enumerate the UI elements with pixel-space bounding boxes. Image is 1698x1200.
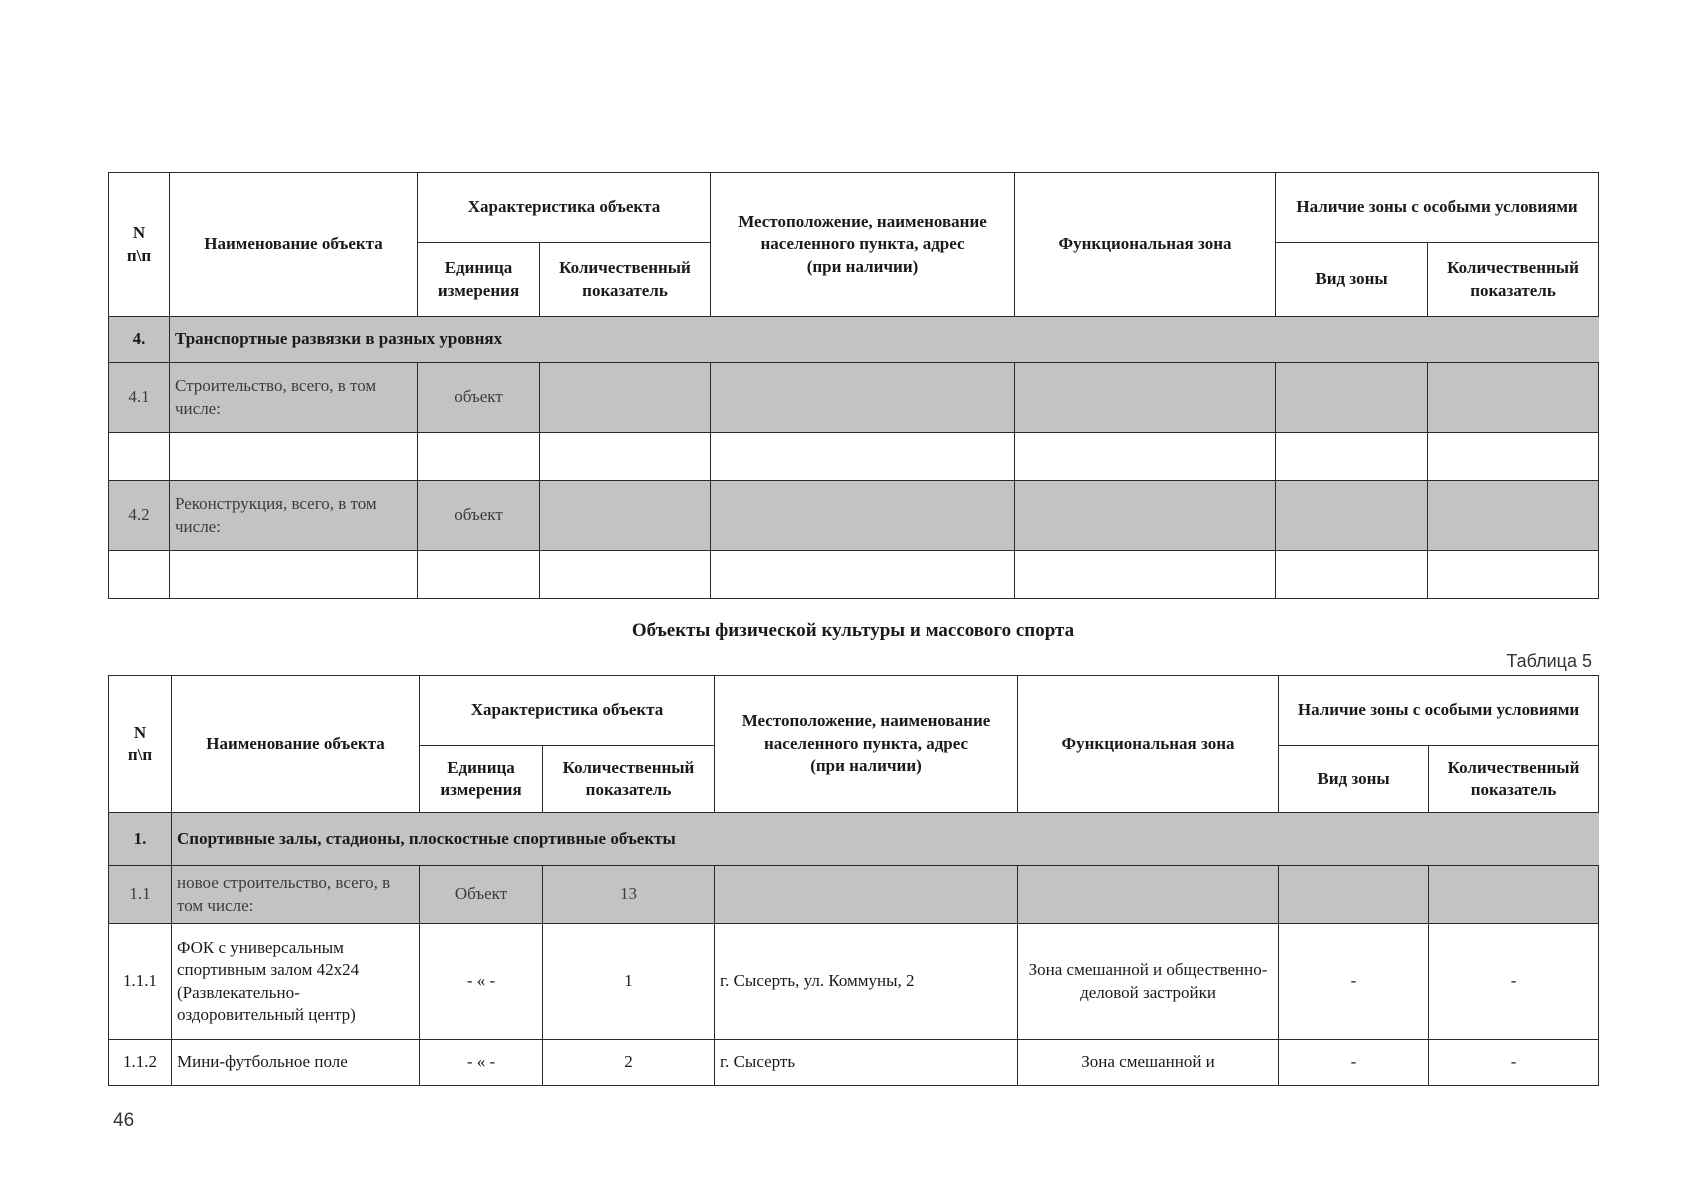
header-special-zone-label: Наличие зоны с особыми условиями [1297,700,1580,720]
header-num-label: N п\п [127,722,153,764]
cell-quantity [540,433,711,481]
cell-name: новое строительство, всего, в том числе: [172,866,420,924]
table-row [109,1040,1599,1086]
header-name-label: Наименование объекта [204,234,383,254]
cell-zone-type: - [1279,924,1429,1040]
cell-zone-quantity: - [1429,924,1599,1040]
header-unit [420,746,543,813]
cell-functional-zone [1015,433,1276,481]
cell-unit: объект [418,481,540,551]
header-zone-quantity-label: Количественный показатель [1447,258,1579,300]
cell-num: 4.1 [109,363,170,433]
cell-unit: Объект [420,866,543,924]
sport-section-title: Объекты физической культуры и массового спорта [631,620,1075,641]
cell-quantity: 1 [543,924,715,1040]
cell-num: 4.2 [109,481,170,551]
table-number: Таблица 5 [1506,651,1592,671]
page-number: 46 [113,1110,135,1131]
cell-zone-quantity [1428,551,1599,599]
cell-name: ФОК с универсальным спортивным залом 42х24 (Развлекательно-оздоровительный центр) [172,924,420,1040]
header-quantity-label: Количественный показатель [562,757,695,799]
header-unit [418,243,540,317]
table-row [109,481,1599,551]
header-zone-quantity [1429,746,1599,813]
header-zone-type-label: Вид зоны [1315,269,1388,289]
cell-zone-type [1276,363,1428,433]
cell-quantity: 2 [543,1040,715,1086]
cell-functional-zone [1015,481,1276,551]
header-characteristics-label: Характеристика объекта [470,700,664,720]
table-row [109,866,1599,924]
header-name-label: Наименование объекта [206,733,385,753]
header-special-zone [1279,676,1599,746]
cell-unit: - « - [420,924,543,1040]
header-special-zone [1276,173,1599,243]
header-functional-zone-label: Функциональная зона [1058,234,1232,254]
table-row [109,363,1599,433]
cell-location [711,551,1015,599]
cell-num: 1.1.2 [109,1040,172,1086]
cell-location: г. Сысерть [715,1040,1018,1086]
cell-zone-quantity [1428,433,1599,481]
cell-unit [418,551,540,599]
sport-facilities-table [108,675,1599,1086]
header-num-label: N п\п [126,223,152,265]
header-quantity [540,243,711,317]
cell-zone-quantity [1428,481,1599,551]
header-zone-quantity [1428,243,1599,317]
header-location-label: Местоположение, наименование населенного пункта, адрес (при наличии) [741,711,991,776]
cell-functional-zone: Зона смешанной и общественно-деловой застройки [1018,924,1279,1040]
cell-location [715,866,1018,924]
header-zone-type [1276,243,1428,317]
cell-location [711,433,1015,481]
section-name: Спортивные залы, стадионы, плоскостные спортивные объекты [172,813,1599,866]
cell-unit: объект [418,363,540,433]
cell-quantity [540,551,711,599]
header-num [109,676,172,813]
header-zone-type-label: Вид зоны [1317,768,1390,788]
header-name [172,676,420,813]
header-location [715,676,1018,813]
header-unit-label: Единица измерения [437,258,520,300]
cell-zone-type [1276,433,1428,481]
cell-name [170,433,418,481]
header-characteristics [420,676,715,746]
header-location-label: Местоположение, наименование населенного пункта, адрес (при наличии) [738,211,987,276]
section-row [109,317,1599,363]
cell-num [109,433,170,481]
cell-zone-type [1276,481,1428,551]
cell-quantity [540,481,711,551]
cell-unit [418,433,540,481]
cell-name: Мини-футбольное поле [172,1040,420,1086]
transport-interchanges-table [108,172,1599,599]
table-row [109,433,1599,481]
header-functional-zone [1018,676,1279,813]
section-num: 4. [109,317,170,363]
header-location [711,173,1015,317]
cell-name: Реконструкция, всего, в том числе: [170,481,418,551]
cell-zone-type [1279,866,1429,924]
header-characteristics-label: Характеристика объекта [467,197,661,217]
header-num [109,173,170,317]
header-quantity [543,746,715,813]
header-quantity-label: Количественный показатель [559,258,691,300]
section-name: Транспортные развязки в разных уровнях [170,317,1599,363]
header-name [170,173,418,317]
header-functional-zone-label: Функциональная зона [1061,733,1235,753]
cell-zone-quantity [1429,866,1599,924]
table-row [109,924,1599,1040]
cell-location [711,481,1015,551]
section-row [109,813,1599,866]
cell-name [170,551,418,599]
cell-zone-type: - [1279,1040,1429,1086]
cell-location: г. Сысерть, ул. Коммуны, 2 [715,924,1018,1040]
header-unit-label: Единица измерения [440,757,522,799]
section-num: 1. [109,813,172,866]
table-row [109,551,1599,599]
cell-num: 1.1.1 [109,924,172,1040]
cell-quantity: 13 [543,866,715,924]
sport-rows [109,866,1599,1086]
header-zone-type [1279,746,1429,813]
cell-functional-zone [1015,551,1276,599]
cell-zone-quantity: - [1429,1040,1599,1086]
header-characteristics [418,173,711,243]
cell-location [711,363,1015,433]
cell-functional-zone [1015,363,1276,433]
cell-name: Строительство, всего, в том числе: [170,363,418,433]
header-functional-zone [1015,173,1276,317]
transport-rows [109,363,1599,599]
cell-functional-zone: Зона смешанной и [1018,1040,1279,1086]
cell-num [109,551,170,599]
header-zone-quantity-label: Количественный показатель [1447,757,1580,799]
cell-unit: - « - [420,1040,543,1086]
header-special-zone-label: Наличие зоны с особыми условиями [1296,197,1578,217]
cell-quantity [540,363,711,433]
cell-functional-zone [1018,866,1279,924]
cell-zone-quantity [1428,363,1599,433]
cell-num: 1.1 [109,866,172,924]
cell-zone-type [1276,551,1428,599]
